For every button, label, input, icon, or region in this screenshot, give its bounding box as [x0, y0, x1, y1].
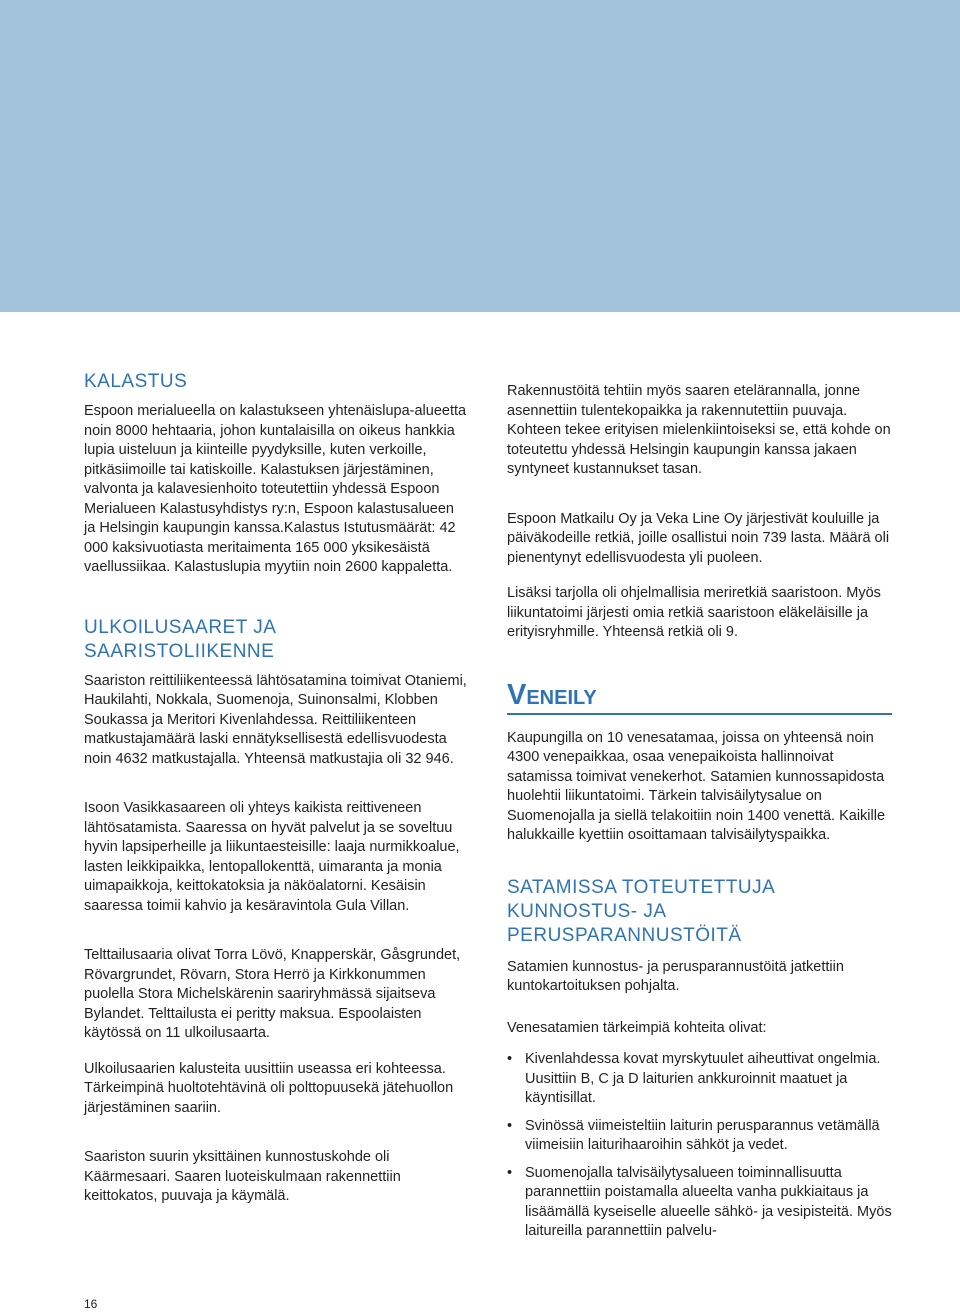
- kalastus-paragraph: Espoon merialueella on kalastukseen yhtenäislupa-alueetta noin 8000 hehtaaria, johon kuntalaisilla on oikeus hankkia lupia uisteluun ja kiinteille pyydyksille, kuten verkoille, pitkäsiimoille tai katiskoille. Kalastuksen järjestäminen, valvonta ja kalavesienhoito toteutettiin yhdessä Espoon Merialueen Kalastusyhdistys ry:n, Espoon kalastusalueen ja Helsingin kaupungin kanssa.Kalastus Istutusmäärät: 42 000 kaksivuotiasta meritaimenta 165 000 yksikesäistä vaellussiikaa. Kalastuslupia myytiin noin 2600 kappaletta.: [84, 403, 467, 575]
- satamissa-paragraph-2: Venesatamien tärkeimpiä kohteita olivat:: [507, 1019, 767, 1036]
- satamissa-heading: SATAMISSA TOTEUTETTUJA KUNNOSTUS- JA PERUSPARANNUSTÖITÄ: [507, 876, 775, 946]
- retket-paragraph: Espoon Matkailu Oy ja Veka Line Oy järjestivät kouluille ja päiväkodeille retkiä, joille osallistui noin 739 lasta. Määrä oli pienentynyt edellisvuodesta yli puoleen.: [507, 510, 890, 566]
- ulkoilusaaret-paragraph-4: Ulkoilusaarien kalusteita uusittiin useassa eri kohteessa. Tärkeimpinä huoltotehtävinä oli polttopuusekä jätehuollon järjestäminen saariin.: [84, 1060, 454, 1116]
- veneily-paragraph: Kaupungilla on 10 venesatamaa, joissa on yhteensä noin 4300 venepaikkaa, osaa venepaikoista hallinnoivat satamissa toimivat venekerhot. Satamien kunnossapidosta huolehtii liikuntatoimi. Tärkein talvisäilytysalue on Suomenojalla ja siellä telakoitiin noin 1400 venettä. Kaikille halukkaille kyettiin osoittamaan talvisäilytyspaikka.: [507, 729, 886, 843]
- header-color-band: [0, 0, 960, 312]
- ulkoilusaaret-paragraph-2: Isoon Vasikkasaareen oli yhteys kaikista reittiveneen lähtösatamista. Saaressa on hyvät palvelut ja se soveltuu hyvin lapsiperheille ja liikuntaesteisille: laaja nurmikkoalue, lasten leikkipaikka, lentopallokenttä, uimaranta ja monia uimapaikkoja, keittokatoksia ja näköalatorni. Kesäisin saaressa toimii kahvio ja kesäravintola Gula Villan.: [84, 800, 460, 914]
- ulkoilusaaret-paragraph-3: Telttailusaaria olivat Torra Lövö, Knapperskär, Gåsgrundet, Rövargrundet, Rövarn, Stora Herrö ja Kirkkonummen puolella Stora Michelskärenin saariryhmässä sijaitseva Bylandet. Telttailusta ei peritty maksua. Espoolaisten käytössä on 11 ulkoilusaarta.: [84, 947, 461, 1041]
- kaarmesaari-continuation-paragraph: Rakennustöitä tehtiin myös saaren etelärannalla, jonne asennettiin tulentekopaikka ja rakennutettiin puuvaja. Kohteen tekee erityisen mielenkiintoiseksi se, että kohde on toteutettu yhdessä Helsingin kaupungin kanssa jakaen syntyneet kustannukset tasan.: [507, 383, 891, 477]
- veneily-heading: Veneily: [507, 679, 892, 715]
- right-column: [507, 382, 892, 1250]
- page-number: 16: [84, 1297, 98, 1311]
- list-item: • Svinössä viimeisteltiin laiturin perusparannus vetämällä viimeisiin laiturihaaroihin sähköt ja vedet.: [507, 1117, 892, 1156]
- ulkoilusaaret-paragraph-1: Saariston reittiliikenteessä lähtösatamina toimivat Otaniemi, Haukilahti, Nokkala, Suomenoja, Suinonsalmi, Klobben Soukassa ja Meritori Kivenlahdessa. Reittiliikenteen matkustajamäärä laski ennätyksellisestä edellisvuodesta noin 4632 matkustajalla. Yhteensä matkustajia oli 32 946.: [84, 672, 467, 767]
- ulkoilusaaret-heading: ULKOILUSAARET JA SAARISTOLIIKENNE: [84, 616, 276, 662]
- kalastus-heading: KALASTUS: [84, 371, 188, 392]
- ulkoilusaaret-paragraph-5: Saariston suurin yksittäinen kunnostuskohde oli Käärmesaari. Saaren luoteiskulmaan rakennettiin keittokatos, puuvaja ja käymälä.: [84, 1149, 401, 1204]
- list-item: • Kivenlahdessa kovat myrskytuulet aiheuttivat ongelmia. Uusittiin B, C ja D laiturien ankkuroinnit maatuet ja käyntisillat.: [507, 1050, 892, 1109]
- list-item: • Suomenojalla talvisäilytysalueen toiminnallisuutta parannettiin poistamalla alueelta vanha pukkiaitaus ja lisäämällä kyseiselle alueelle sähkö- ja vesipisteitä. Myös laitureilla parannettiin palvelu-: [507, 1164, 892, 1242]
- left-column: [84, 370, 469, 1207]
- venesatama-kohteet-list: [507, 1050, 892, 1242]
- satamissa-paragraph-1: Satamien kunnostus- ja perusparannustöitä jatkettiin kuntokartoituksen pohjalta.: [507, 958, 844, 994]
- meriretket-paragraph: Lisäksi tarjolla oli ohjelmallisia meriretkiä saaristoon. Myös liikuntatoimi järjesti omia retkiä saaristoon eläkeläisille ja erityisryhmille. Yhteensä retkiä oli 9.: [507, 585, 881, 640]
